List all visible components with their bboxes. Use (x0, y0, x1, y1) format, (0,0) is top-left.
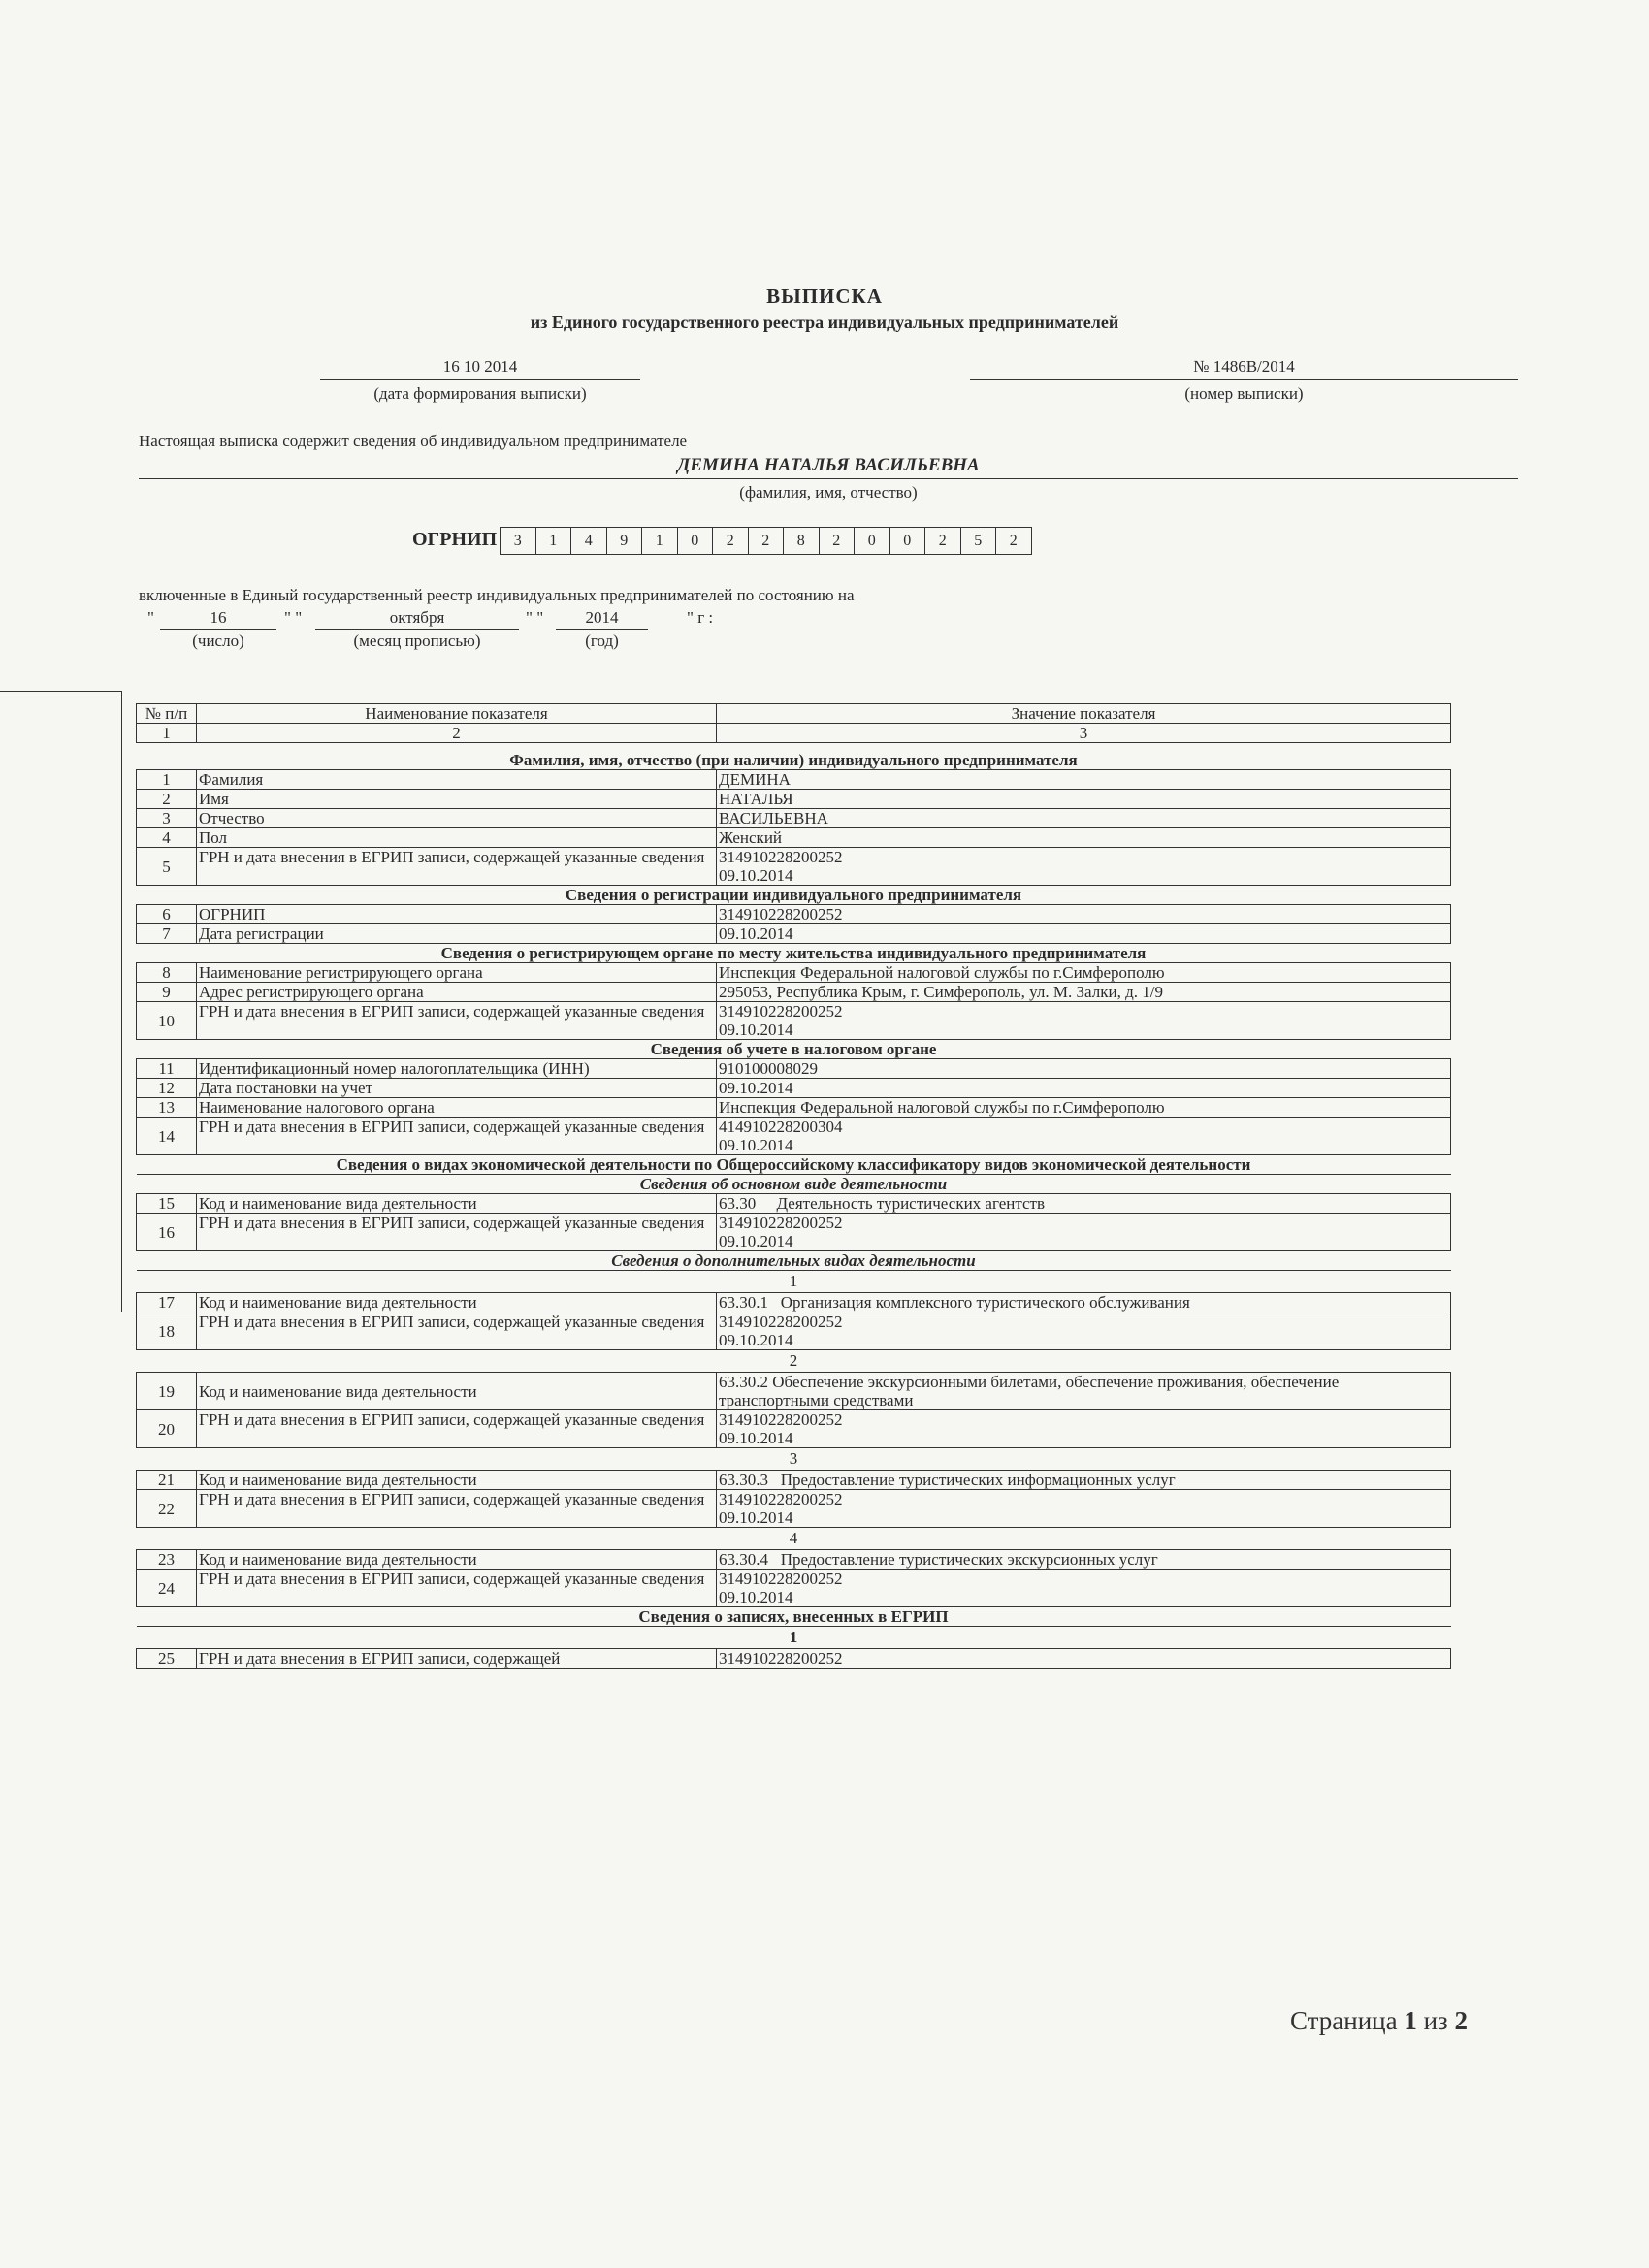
row-value (717, 1570, 1451, 1607)
issue-date: 16 10 2014 (442, 357, 518, 375)
row-num: 12 (137, 1079, 197, 1098)
page-word: Страница (1290, 2006, 1398, 2035)
person-name-caption: (фамилия, имя, отчество) (739, 483, 918, 502)
section-organ: Сведения о регистрирующем органе по месту жительства индивидуального предпринимателя (137, 944, 1451, 963)
section-tax: Сведения об учете в налоговом органе (137, 1040, 1451, 1059)
row-name: Код и наименование вида деятельности (197, 1373, 717, 1410)
row-name: ГРН и дата внесения в ЕГРИП записи, содержащей указанные сведения (197, 1570, 717, 1607)
ogrnip-digit: 4 (570, 528, 606, 554)
row-value: 09.10.2014 (717, 1079, 1451, 1098)
row-value: 63.30.4 Предоставление туристических экскурсионных услуг (717, 1550, 1451, 1570)
col-index-value: 3 (717, 724, 1451, 743)
grn-date: 09.10.2014 (719, 1331, 793, 1349)
date-month: октября (389, 608, 445, 627)
row-num: 17 (137, 1293, 197, 1312)
grn-date: 09.10.2014 (719, 1588, 793, 1606)
row-name: Адрес регистрирующего органа (197, 983, 717, 1002)
table-row (137, 1471, 1451, 1490)
row-value (717, 1214, 1451, 1251)
table-row (137, 1194, 1451, 1214)
row-name: ГРН и дата внесения в ЕГРИП записи, содержащей (197, 1649, 717, 1669)
row-name: ГРН и дата внесения в ЕГРИП записи, содержащей указанные сведения (197, 1312, 717, 1350)
table-row (137, 1373, 1451, 1410)
row-value: 63.30.2 Обеспечение экскурсионными билетами, обеспечение проживания, обеспечение транспортными средствами (717, 1373, 1451, 1410)
row-name: Код и наименование вида деятельности (197, 1471, 717, 1490)
ogrnip-digit: 2 (924, 528, 960, 554)
table-row (137, 1550, 1451, 1570)
included-text: включенные в Единый государственный реестр индивидуальных предпринимателей по состоянию на (139, 586, 855, 604)
row-num: 4 (137, 828, 197, 848)
ogrnip-digit: 1 (641, 528, 677, 554)
egrip-table (136, 703, 1451, 1669)
row-num: 10 (137, 1002, 197, 1040)
row-value: 63.30.3 Предоставление туристических информационных услуг (717, 1471, 1451, 1490)
group-index: 1 (789, 1272, 798, 1290)
grn-date: 09.10.2014 (719, 1508, 793, 1527)
page-total: 2 (1454, 2006, 1468, 2035)
row-value: 295053, Республика Крым, г. Симферополь, ул. М. Залки, д. 1/9 (717, 983, 1451, 1002)
group-index: 2 (789, 1351, 798, 1370)
col-header-name: Наименование показателя (197, 704, 717, 724)
ogrnip-digit: 1 (535, 528, 571, 554)
page-number: 1 (1404, 2006, 1417, 2035)
row-name: ГРН и дата внесения в ЕГРИП записи, содержащей указанные сведения (197, 848, 717, 886)
page-of-word: из (1423, 2006, 1448, 2035)
grn-date: 09.10.2014 (719, 1136, 793, 1154)
row-name: Наименование налогового органа (197, 1098, 717, 1118)
row-name: Наименование регистрирующего органа (197, 963, 717, 983)
row-num: 16 (137, 1214, 197, 1251)
table-row (137, 1098, 1451, 1118)
row-num: 14 (137, 1118, 197, 1155)
row-name: Код и наименование вида деятельности (197, 1550, 717, 1570)
row-num: 13 (137, 1098, 197, 1118)
row-num: 7 (137, 924, 197, 944)
grn-value: 414910228200304 (719, 1118, 843, 1136)
col-header-num: № п/п (137, 704, 197, 724)
row-num: 2 (137, 790, 197, 809)
table-row (137, 924, 1451, 944)
row-value (717, 1410, 1451, 1448)
table-row (137, 1079, 1451, 1098)
row-value: 63.30 Деятельность туристических агентств (717, 1194, 1451, 1214)
row-name: Дата постановки на учет (197, 1079, 717, 1098)
doc-title: ВЫПИСКА (766, 284, 883, 308)
table-index-row (137, 724, 1451, 743)
row-name: Пол (197, 828, 717, 848)
ogrnip-digit: 2 (712, 528, 748, 554)
month-caption: (месяц прописью) (353, 632, 481, 650)
section-okved: Сведения о видах экономической деятельности по Общероссийскому классификатору видов экономической деятельности (137, 1155, 1451, 1175)
col-index-num: 1 (137, 724, 197, 743)
day-caption: (число) (192, 632, 244, 650)
table-row (137, 1118, 1451, 1155)
row-name: ГРН и дата внесения в ЕГРИП записи, содержащей указанные сведения (197, 1214, 717, 1251)
table-row (137, 770, 1451, 790)
row-num: 11 (137, 1059, 197, 1079)
row-name: ГРН и дата внесения в ЕГРИП записи, содержащей указанные сведения (197, 1118, 717, 1155)
row-name: ОГРНИП (197, 905, 717, 924)
row-name: Код и наименование вида деятельности (197, 1194, 717, 1214)
row-value: 09.10.2014 (717, 924, 1451, 944)
row-name: Код и наименование вида деятельности (197, 1293, 717, 1312)
quote-mid1: " " (284, 608, 303, 627)
table-row (137, 848, 1451, 886)
row-num: 1 (137, 770, 197, 790)
grn-date: 09.10.2014 (719, 866, 793, 885)
table-row (137, 1570, 1451, 1607)
table-row (137, 1214, 1451, 1251)
row-num: 25 (137, 1649, 197, 1669)
quote-close: " г : (687, 608, 714, 627)
table-row (137, 963, 1451, 983)
grn-value: 314910228200252 (719, 1312, 843, 1331)
table-header-row (137, 704, 1451, 724)
table-row (137, 828, 1451, 848)
row-num: 3 (137, 809, 197, 828)
ogrnip-digits (500, 527, 1032, 555)
row-value: НАТАЛЬЯ (717, 790, 1451, 809)
row-value: Инспекция Федеральной налоговой службы по г.Симферополю (717, 963, 1451, 983)
row-num: 20 (137, 1410, 197, 1448)
row-name: ГРН и дата внесения в ЕГРИП записи, содержащей указанные сведения (197, 1002, 717, 1040)
ogrnip-digit: 5 (960, 528, 996, 554)
row-num: 22 (137, 1490, 197, 1528)
row-name: Отчество (197, 809, 717, 828)
row-value (717, 1118, 1451, 1155)
row-num: 15 (137, 1194, 197, 1214)
row-num: 23 (137, 1550, 197, 1570)
grn-value: 314910228200252 (719, 1002, 843, 1021)
ogrnip-digit: 0 (677, 528, 713, 554)
year-caption: (год) (585, 632, 619, 650)
extract-number-caption: (номер выписки) (1184, 384, 1304, 403)
row-num: 5 (137, 848, 197, 886)
table-row (137, 905, 1451, 924)
row-value: 314910228200252 (717, 905, 1451, 924)
quote-open: " (147, 608, 154, 627)
section-records: Сведения о записях, внесенных в ЕГРИП (137, 1607, 1451, 1627)
row-num: 8 (137, 963, 197, 983)
ogrnip-label: ОГРНИП (412, 529, 498, 550)
col-header-value: Значение показателя (717, 704, 1451, 724)
date-year: 2014 (585, 608, 619, 627)
group-index: 1 (789, 1628, 798, 1646)
table-row (137, 1293, 1451, 1312)
row-value: 63.30.1 Организация комплексного туристического обслуживания (717, 1293, 1451, 1312)
row-value (717, 848, 1451, 886)
section-reg: Сведения о регистрации индивидуального предпринимателя (137, 886, 1451, 905)
table-row (137, 1649, 1451, 1669)
grn-date: 09.10.2014 (719, 1429, 793, 1447)
grn-value: 314910228200252 (719, 1410, 843, 1429)
table-row (137, 1490, 1451, 1528)
row-value: ДЕМИНА (717, 770, 1451, 790)
row-value: Женский (717, 828, 1451, 848)
table-row (137, 809, 1451, 828)
table-row (137, 790, 1451, 809)
ogrnip-digit: 8 (783, 528, 819, 554)
ogrnip-digit: 2 (995, 528, 1031, 554)
row-num: 19 (137, 1373, 197, 1410)
grn-date: 09.10.2014 (719, 1021, 793, 1039)
row-num: 9 (137, 983, 197, 1002)
group-index: 3 (789, 1449, 798, 1468)
quote-mid2: " " (526, 608, 544, 627)
group-index: 4 (789, 1529, 798, 1547)
issue-date-caption: (дата формирования выписки) (373, 384, 587, 403)
col-index-name: 2 (197, 724, 717, 743)
grn-value: 314910228200252 (719, 848, 843, 866)
ogrnip-digit: 2 (819, 528, 855, 554)
row-num: 21 (137, 1471, 197, 1490)
table-row (137, 1410, 1451, 1448)
row-value: 910100008029 (717, 1059, 1451, 1079)
ogrnip-digit: 0 (854, 528, 889, 554)
row-num: 18 (137, 1312, 197, 1350)
grn-value: 314910228200252 (719, 1490, 843, 1508)
row-value: 314910228200252 (717, 1649, 1451, 1669)
row-value (717, 1490, 1451, 1528)
section-okved-add: Сведения о дополнительных видах деятельности (137, 1251, 1451, 1271)
ogrnip-digit: 9 (606, 528, 642, 554)
row-value (717, 1002, 1451, 1040)
page-indicator (1290, 2006, 1468, 2036)
date-day: 16 (210, 608, 227, 627)
grn-value: 314910228200252 (719, 1214, 843, 1232)
row-name: ГРН и дата внесения в ЕГРИП записи, содержащей указанные сведения (197, 1490, 717, 1528)
extract-number: № 1486В/2014 (1193, 357, 1295, 375)
row-name: Фамилия (197, 770, 717, 790)
table-row (137, 1002, 1451, 1040)
row-name: Имя (197, 790, 717, 809)
row-value (717, 1312, 1451, 1350)
doc-subtitle: из Единого государственного реестра индивидуальных предпринимателей (530, 312, 1119, 332)
row-num: 24 (137, 1570, 197, 1607)
row-value: ВАСИЛЬЕВНА (717, 809, 1451, 828)
section-fio: Фамилия, имя, отчество (при наличии) индивидуального предпринимателя (137, 751, 1451, 770)
row-num: 6 (137, 905, 197, 924)
row-value: Инспекция Федеральной налоговой службы по г.Симферополю (717, 1098, 1451, 1118)
person-name: ДЕМИНА НАТАЛЬЯ ВАСИЛЬЕВНА (677, 455, 980, 475)
ogrnip-digit: 2 (748, 528, 784, 554)
row-name: ГРН и дата внесения в ЕГРИП записи, содержащей указанные сведения (197, 1410, 717, 1448)
ogrnip-digit: 0 (889, 528, 925, 554)
grn-value: 314910228200252 (719, 1570, 843, 1588)
grn-date: 09.10.2014 (719, 1232, 793, 1250)
row-name: Дата регистрации (197, 924, 717, 944)
ogrnip-digit: 3 (513, 533, 522, 549)
table-row (137, 983, 1451, 1002)
section-okved-main: Сведения об основном виде деятельности (137, 1175, 1451, 1194)
table-row (137, 1312, 1451, 1350)
intro-text: Настоящая выписка содержит сведения об индивидуальном предпринимателе (139, 432, 688, 450)
row-name: Идентификационный номер налогоплательщика (ИНН) (197, 1059, 717, 1079)
table-row (137, 1059, 1451, 1079)
